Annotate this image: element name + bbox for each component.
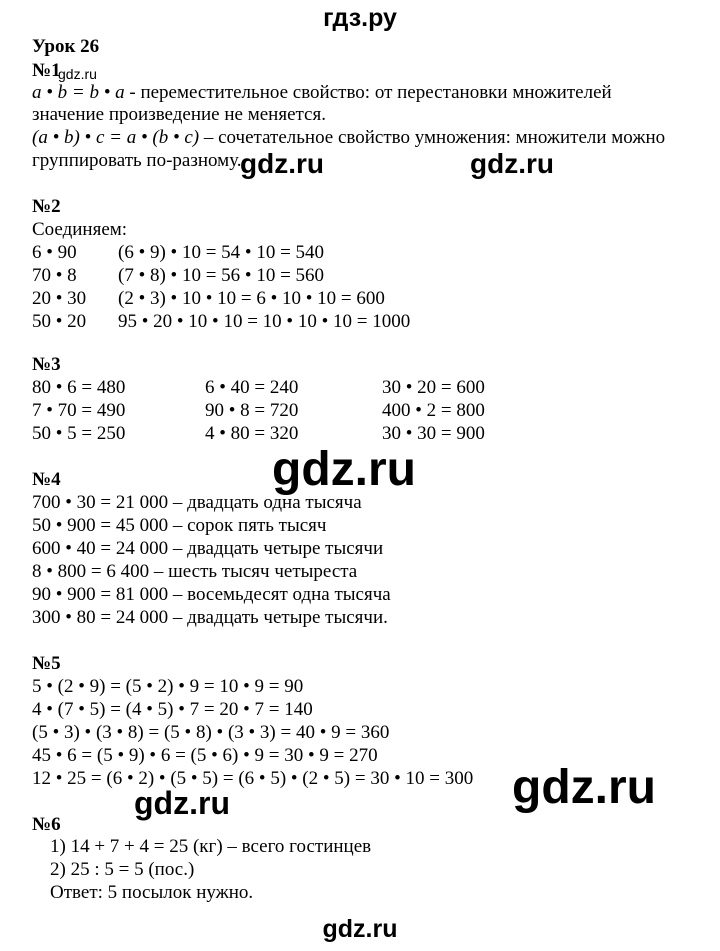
task-5-line: 5 • (2 • 9) = (5 • 2) • 9 = 10 • 9 = 90 (32, 676, 304, 697)
watermark: gdz.ru (134, 785, 230, 821)
task-1-formula-1: a • b = b • a (32, 82, 125, 103)
task-6-line: 2) 25 : 5 = 5 (пос.) (50, 859, 195, 880)
task-1-line-2: значение произведение не меняется. (32, 104, 326, 125)
task-1-text-2: – сочетательное свойство умножения: множители можно (199, 127, 666, 148)
watermark: gdz.ru (58, 66, 97, 82)
task-3-cell: 30 • 30 = 900 (382, 423, 485, 444)
task-4-line: 90 • 900 = 81 000 – восемьдесят одна тысяча (32, 584, 391, 605)
task-2-row (32, 311, 86, 333)
task-2-left: 50 • 20 (32, 311, 87, 332)
task-2-row-right: (2 • 3) • 10 • 10 = 6 • 10 • 10 = 600 (118, 288, 385, 309)
task-3-cell: 80 • 6 = 480 (32, 377, 126, 398)
task-6-line: 1) 14 + 7 + 4 = 25 (кг) – всего гостинцев (50, 836, 372, 857)
watermark: gdz.ru (240, 148, 324, 179)
task-2-row (32, 242, 77, 264)
task-5-label: №5 (32, 653, 61, 674)
task-5-line: 4 • (7 • 5) = (4 • 5) • 7 = 20 • 7 = 140 (32, 699, 313, 720)
task-2-row-right: (6 • 9) • 10 = 54 • 10 = 540 (118, 242, 325, 263)
watermark: gdz.ru (470, 148, 554, 179)
task-3-cell: 400 • 2 = 800 (382, 400, 485, 421)
task-1-line-1 (32, 82, 612, 104)
task-3-cell: 4 • 80 = 320 (205, 423, 299, 444)
site-title: гдз.ру (323, 4, 397, 32)
task-6-label: №6 (32, 814, 61, 835)
task-3-label: №3 (32, 354, 61, 375)
task-4-line: 300 • 80 = 24 000 – двадцать четыре тысячи. (32, 607, 388, 628)
task-5-line: (5 • 3) • (3 • 8) = (5 • 8) • (3 • 3) = 40 • 9 = 360 (32, 722, 390, 743)
task-4-line: 600 • 40 = 24 000 – двадцать четыре тысячи (32, 538, 384, 559)
task-5-line: 12 • 25 = (6 • 2) • (5 • 5) = (6 • 5) • (2 • 5) = 30 • 10 = 300 (32, 768, 474, 789)
task-3-cell: 50 • 5 = 250 (32, 423, 126, 444)
footer-site-name: gdz.ru (322, 915, 398, 943)
task-1-formula-2: (a • b) • c = a • (b • c) (32, 127, 200, 148)
task-1-line-4: группировать по-разному. (32, 150, 242, 171)
task-3-cell: 7 • 70 = 490 (32, 400, 126, 421)
task-2-intro: Соединяем: (32, 219, 128, 240)
task-4-line: 8 • 800 = 6 400 – шесть тысяч четыреста (32, 561, 358, 582)
task-2-left: 6 • 90 (32, 242, 77, 263)
task-4-line: 50 • 900 = 45 000 – сорок пять тысяч (32, 515, 327, 536)
task-2-row (32, 265, 77, 287)
task-3-cell: 30 • 20 = 600 (382, 377, 485, 398)
task-2-label: №2 (32, 196, 61, 217)
task-2-left: 20 • 30 (32, 288, 87, 309)
task-5-line: 45 • 6 = (5 • 9) • 6 = (5 • 6) • 9 = 30 • 9 = 270 (32, 745, 378, 766)
task-3-cell: 90 • 8 = 720 (205, 400, 299, 421)
task-2-left: 70 • 8 (32, 265, 77, 286)
watermark: gdz.ru (512, 761, 656, 814)
task-2-row-right: 95 • 20 • 10 • 10 = 10 • 10 • 10 = 1000 (118, 311, 411, 332)
watermark: gdz.ru (272, 443, 416, 496)
task-1-label: №1 (32, 60, 61, 81)
task-4-label: №4 (32, 469, 61, 490)
task-2-row (32, 288, 86, 310)
task-3-cell: 6 • 40 = 240 (205, 377, 299, 398)
task-1-text-1: - переместительное свойство: от перестановки множителей (124, 82, 612, 103)
task-6-line: Ответ: 5 посылок нужно. (50, 882, 254, 903)
task-2-row-right: (7 • 8) • 10 = 56 • 10 = 560 (118, 265, 325, 286)
task-1-line-3 (32, 127, 665, 149)
lesson-title: Урок 26 (32, 36, 100, 57)
task-4-line: 700 • 30 = 21 000 – двадцать одна тысяча (32, 492, 362, 513)
